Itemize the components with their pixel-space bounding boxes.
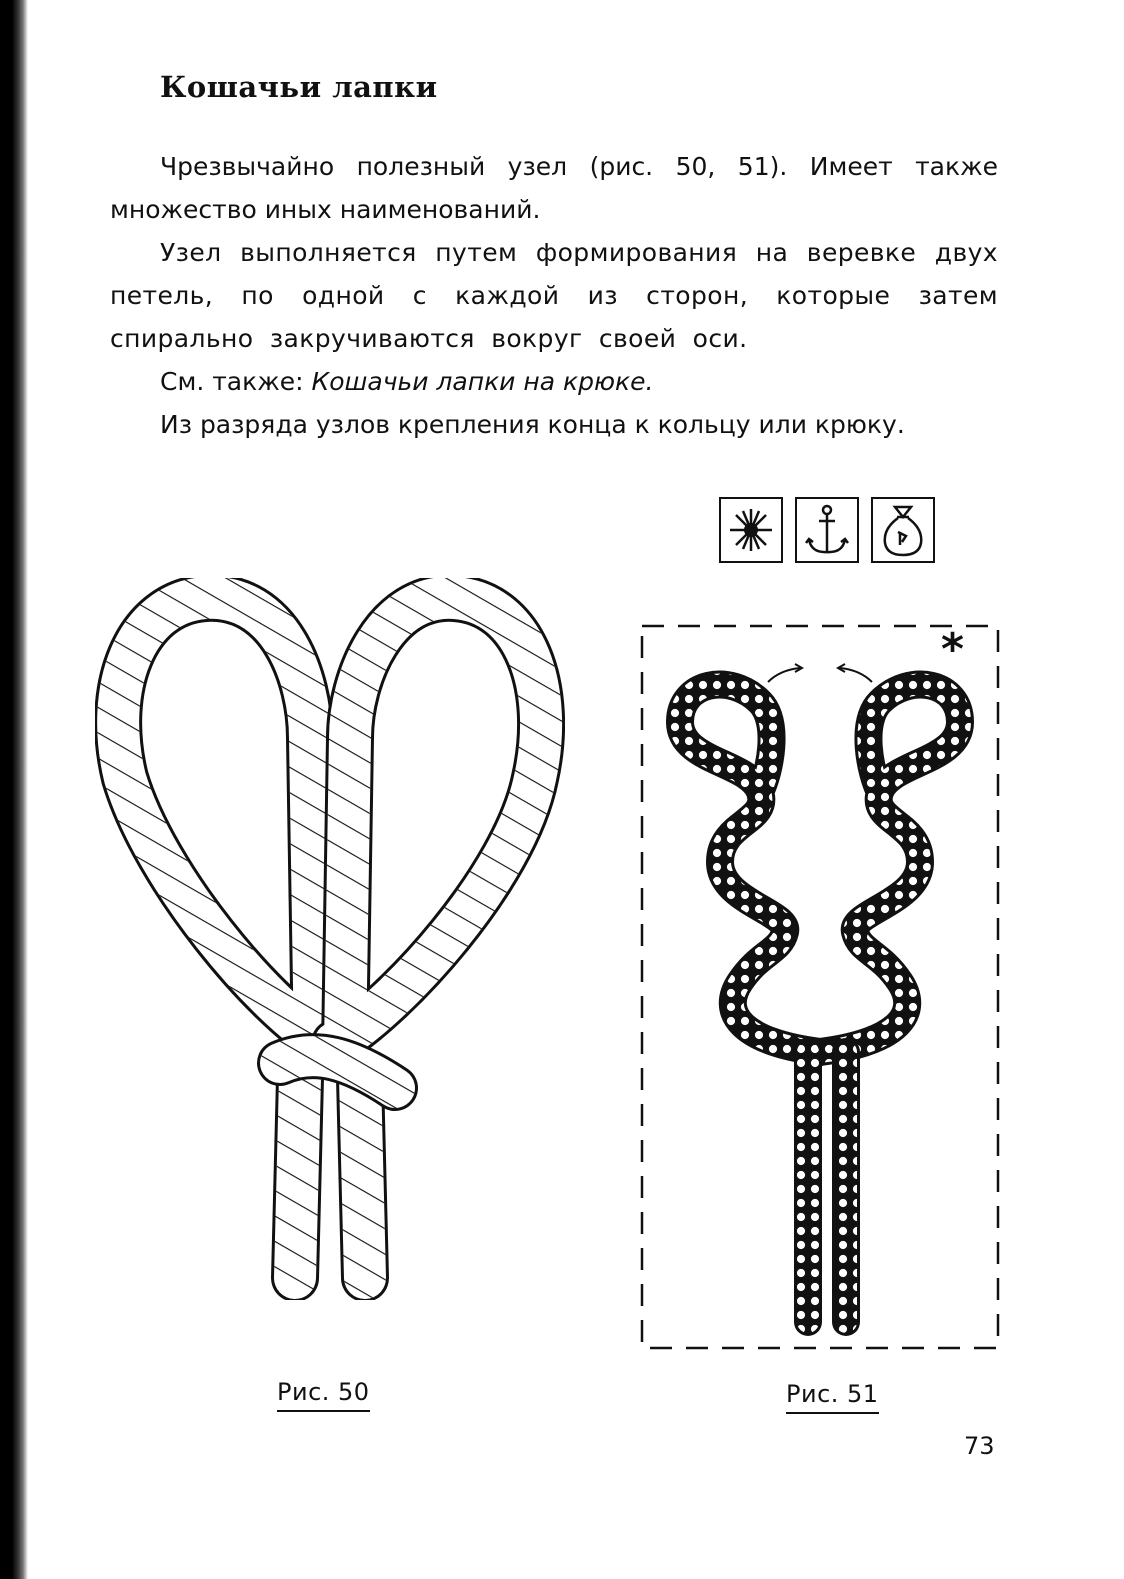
body-text — [110, 145, 998, 446]
see-also-label: См. также: — [160, 367, 304, 396]
paragraph-intro: Чрезвычайно полезный узел (рис. 50, 51). Имеет также множество иных наименований. — [110, 152, 998, 224]
see-also-link: Кошачьи лапки на крюке. — [311, 367, 654, 396]
star-burst-icon — [719, 497, 783, 563]
page-number: 73 — [964, 1432, 995, 1460]
bag-icon — [871, 497, 935, 563]
paragraph-see-also — [110, 360, 998, 403]
paragraph-method: Узел выполняется путем формирования на веревке двух петель, по одной с каждой из сторон, которые затем спирально закручиваются вокруг своей оси. — [110, 238, 998, 353]
figure-50-caption: Рис. 50 — [277, 1378, 370, 1412]
page-title: Кошачьи лапки — [160, 70, 438, 104]
category-icons — [719, 497, 944, 567]
anchor-icon — [795, 497, 859, 563]
paragraph-category: Из разряда узлов крепления конца к кольцу или крюку. — [160, 410, 905, 439]
figure-51-caption: Рис. 51 — [786, 1380, 879, 1414]
figure-50-illustration — [95, 578, 565, 1300]
book-spine-edge — [0, 0, 28, 1579]
asterisk-marker: * — [941, 624, 965, 675]
figure-51-illustration — [640, 622, 1002, 1352]
